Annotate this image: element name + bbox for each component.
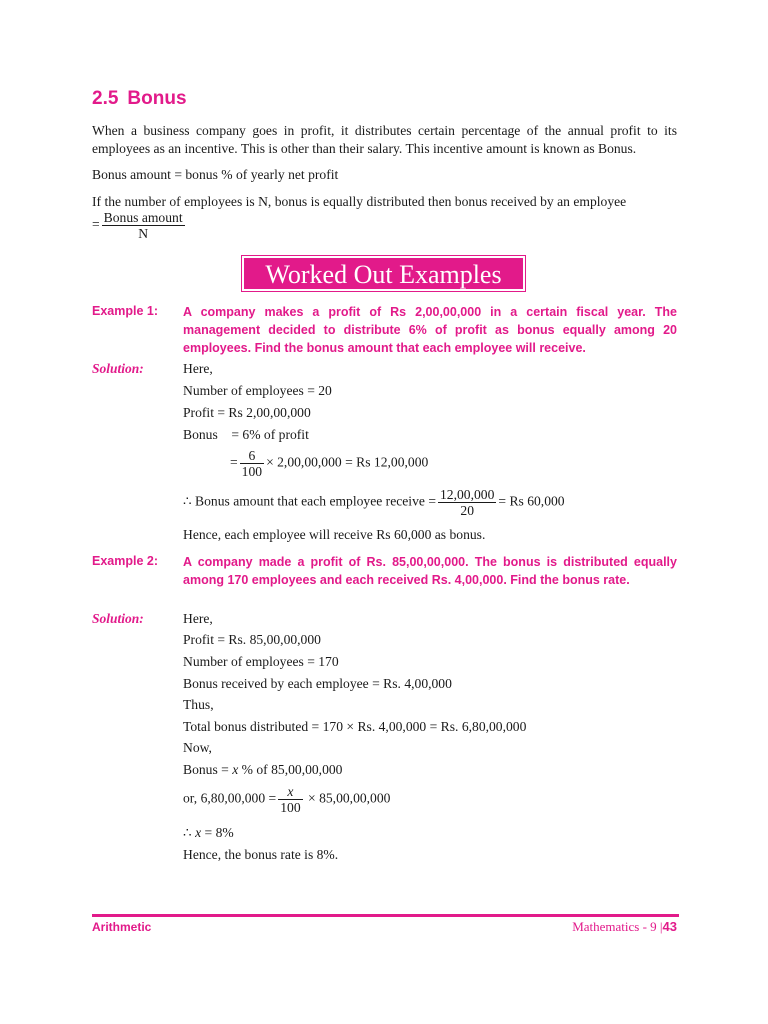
- example-1-label: Example 1:: [92, 304, 159, 318]
- calculation-rest: × 2,00,00,000 = Rs 12,00,000: [266, 454, 429, 470]
- example-1-question: A company makes a profit of Rs 2,00,00,000 in a certain fiscal year. The management decided to distribute 6% of profit as bonus equally among 20 employees. Find the bonus amount that each employee will receive.: [183, 305, 677, 355]
- footer-chapter: Arithmetic: [92, 920, 152, 934]
- therefore-line: [183, 487, 565, 518]
- therefore-line: [183, 825, 234, 841]
- example-2-label: Example 2:: [92, 554, 159, 568]
- solution-line: Here,: [183, 361, 213, 376]
- solution-line: Profit = Rs. 85,00,00,000: [183, 632, 321, 647]
- fraction: [240, 448, 264, 479]
- bonus-formula: Bonus amount = bonus % of yearly net profit: [92, 167, 339, 182]
- fraction-numerator: x: [278, 784, 302, 800]
- variable-x: x: [195, 825, 202, 840]
- bonus-per-employee-formula: [92, 210, 187, 241]
- fraction-numerator: Bonus amount: [103, 210, 183, 225]
- footer-rule: [92, 914, 679, 917]
- example-1-solution-label: Solution:: [92, 361, 144, 376]
- solution-line: Number of employees = 170: [183, 654, 339, 669]
- fraction-denominator: 20: [460, 503, 474, 518]
- section-number: 2.5: [92, 88, 119, 109]
- equation-rest: % of 85,00,00,000: [238, 762, 343, 777]
- fraction: [278, 784, 302, 815]
- example-2-conclusion: Hence, the bonus rate is 8%.: [183, 847, 339, 862]
- therefore-result: = Rs 60,000: [498, 493, 565, 509]
- bonus-equation: [183, 762, 342, 778]
- intro-paragraph: When a business company goes in profit, it distributes certain percentage of the annual profit to its employees as an incentive. This is other than their salary. This incentive amount is known as Bonus.: [92, 123, 677, 156]
- equation-rest: × 85,00,00,000: [308, 790, 391, 806]
- therefore-prefix: ∴ Bonus amount that each employee receive =: [183, 493, 436, 509]
- worked-examples-banner: [242, 256, 525, 291]
- bonus-calculation: [230, 448, 428, 479]
- fraction-denominator: N: [138, 226, 149, 241]
- section-title: Bonus: [127, 88, 187, 109]
- or-equation: [183, 784, 390, 815]
- solution-line: Number of employees = 20: [183, 383, 332, 398]
- banner-title: Worked Out Examples: [265, 260, 502, 289]
- equation-prefix: Bonus =: [183, 762, 233, 777]
- footer-page-info: [572, 919, 677, 935]
- solution-line: Now,: [183, 740, 212, 755]
- variable-x: x: [232, 762, 239, 777]
- solution-line: Profit = Rs 2,00,00,000: [183, 405, 311, 420]
- equals-sign: =: [230, 454, 238, 470]
- solution-line: Bonus = 6% of profit: [183, 427, 309, 442]
- example-2-question: A company made a profit of Rs. 85,00,00,000. The bonus is distributed equally among 170 employees and each received Rs. 4,00,000. Find the bonus rate.: [183, 555, 677, 587]
- footer-book-title: Mathematics - 9 |: [572, 919, 663, 934]
- intro-paragraph-2: If the number of employees is N, bonus is equally distributed then bonus received by an employee: [92, 194, 627, 209]
- therefore-result: = 8%: [201, 825, 234, 840]
- solution-line: Thus,: [183, 697, 214, 712]
- fraction-denominator: 100: [241, 464, 263, 479]
- fraction: [102, 210, 185, 241]
- fraction: [438, 487, 496, 518]
- fraction-denominator: 100: [280, 800, 301, 815]
- solution-line: Here,: [183, 611, 213, 626]
- solution-line: Total bonus distributed = 170 × Rs. 4,00,000 = Rs. 6,80,00,000: [183, 719, 527, 734]
- fraction-numerator: 6: [240, 448, 264, 464]
- example-2-solution-label: Solution:: [92, 611, 144, 626]
- fraction-numerator: 12,00,000: [440, 487, 495, 502]
- equals-sign: =: [92, 216, 100, 232]
- therefore-prefix: ∴: [183, 825, 196, 840]
- equation-prefix: or, 6,80,00,000 =: [183, 790, 277, 806]
- solution-line: Bonus received by each employee = Rs. 4,00,000: [183, 676, 452, 691]
- example-1-conclusion: Hence, each employee will receive Rs 60,000 as bonus.: [183, 527, 486, 542]
- section-heading: [92, 88, 187, 110]
- page-number: 43: [662, 919, 677, 934]
